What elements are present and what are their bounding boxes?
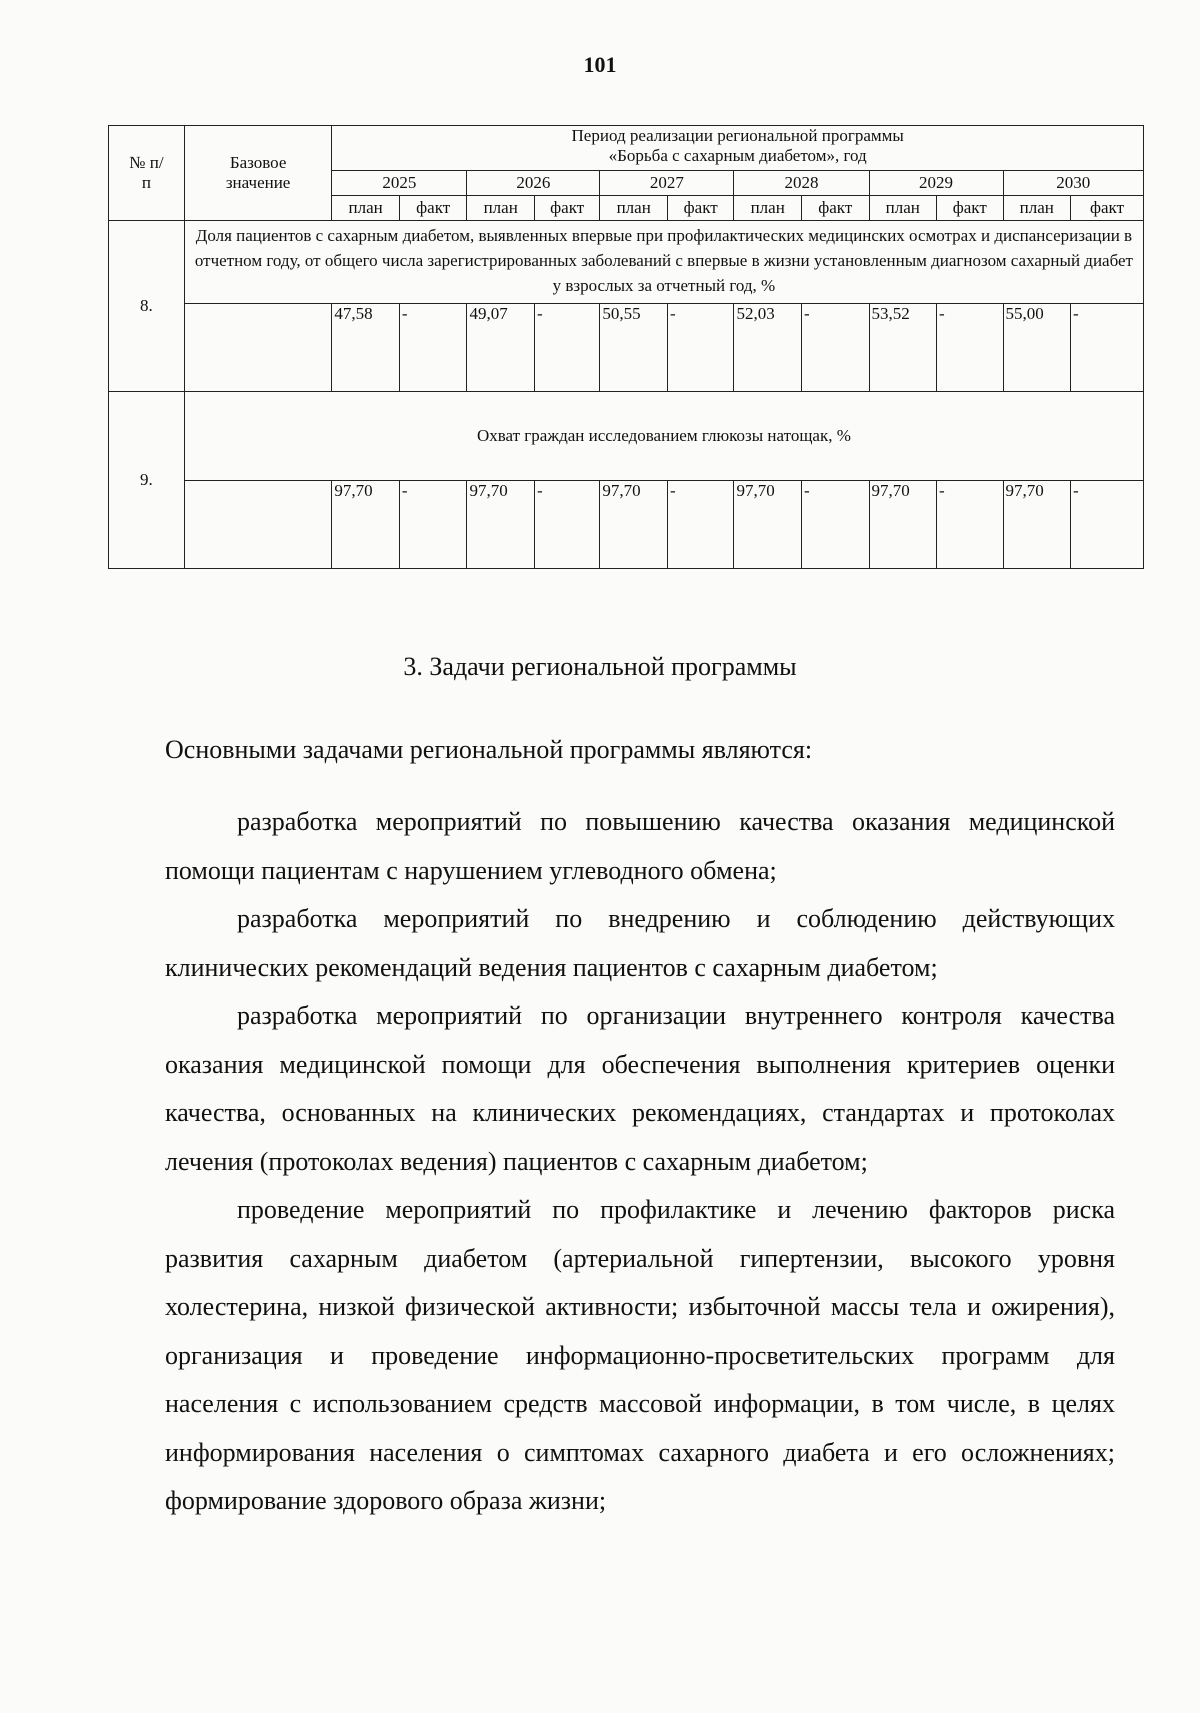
row-description: Доля пациентов с сахарным диабетом, выявленных впервые при профилактических медицинских осмотрах и диспансеризации в отчетном году, от общего числа зарегистрированных заболеваний с впервые в жизни установленным диагнозом сахарный диабет у взрослых за отчетный год, % (184, 221, 1143, 304)
row-number: 8. (109, 221, 185, 392)
header-plan: план (600, 196, 668, 221)
fact-value: - (801, 481, 869, 569)
header-plan: план (332, 196, 400, 221)
header-fact: факт (534, 196, 599, 221)
task-item: разработка мероприятий по повышению качества оказания медицинской помощи пациентам с нарушением углеводного обмена; (165, 807, 1115, 885)
header-num-label: № п/п (129, 153, 164, 192)
header-fact: факт (937, 196, 1003, 221)
plan-value: 97,70 (332, 481, 400, 569)
fact-value: - (399, 304, 467, 392)
plan-value: 97,70 (734, 481, 802, 569)
header-plan: план (467, 196, 535, 221)
task-item: разработка мероприятий по внедрению и соблюдению действующих клинических рекомендаций ведения пациентов с сахарным диабетом; (165, 904, 1115, 982)
fact-value: - (667, 481, 733, 569)
fact-value: - (399, 481, 467, 569)
fact-value: - (1071, 304, 1144, 392)
section-intro: Основными задачами региональной программы являются: (165, 735, 813, 764)
fact-value: - (937, 304, 1003, 392)
plan-value: 55,00 (1003, 304, 1071, 392)
header-year: 2029 (869, 171, 1003, 196)
plan-value: 97,70 (869, 481, 937, 569)
header-base (184, 126, 332, 221)
header-num (109, 126, 185, 221)
header-year: 2028 (734, 171, 869, 196)
plan-value: 97,70 (600, 481, 668, 569)
plan-value: 47,58 (332, 304, 400, 392)
header-year: 2027 (600, 171, 734, 196)
plan-value: 52,03 (734, 304, 802, 392)
fact-value: - (801, 304, 869, 392)
fact-value: - (534, 481, 599, 569)
fact-value: - (534, 304, 599, 392)
header-fact: факт (801, 196, 869, 221)
task-item: разработка мероприятий по организации внутреннего контроля качества оказания медицинской помощи для обеспечения выполнения критериев оценки качества, основанных на клинических рекомендациях, стандартах и протоколах лечения (протоколах ведения) пациентов с сахарным диабетом; (165, 1001, 1115, 1176)
header-plan: план (1003, 196, 1071, 221)
header-fact: факт (667, 196, 733, 221)
plan-value: 53,52 (869, 304, 937, 392)
row-number: 9. (109, 392, 185, 569)
fact-value: - (667, 304, 733, 392)
header-fact: факт (1071, 196, 1144, 221)
plan-value: 50,55 (600, 304, 668, 392)
task-item: проведение мероприятий по профилактике и лечению факторов риска развития сахарным диабетом (артериальной гипертензии, высокого уровня холестерина, низкой физической активности; избыточной массы тела и ожирения), организация и проведение информационно-просветительских программ для населения с использованием средств массовой информации, в том числе, в целях информирования населения о симптомах сахарного диабета и его осложнениях; формирование здорового образа жизни; (165, 1195, 1115, 1515)
header-base-label: Базовое значение (225, 153, 291, 192)
row-base-value (184, 304, 332, 392)
header-year: 2030 (1003, 171, 1143, 196)
row-base-value (184, 481, 332, 569)
page-number: 101 (583, 52, 617, 77)
plan-value: 97,70 (467, 481, 535, 569)
indicators-table (108, 125, 1144, 569)
row-description: Охват граждан исследованием глюкозы натощак, % (184, 392, 1143, 481)
header-plan: план (869, 196, 937, 221)
plan-value: 49,07 (467, 304, 535, 392)
header-period-line2: «Борьба с сахарным диабетом», год (608, 146, 867, 165)
header-period-line1: Период реализации региональной программы (571, 126, 904, 145)
header-plan: план (734, 196, 802, 221)
header-fact: факт (399, 196, 467, 221)
fact-value: - (1071, 481, 1144, 569)
header-period (332, 126, 1144, 171)
section-title: 3. Задачи региональной программы (403, 652, 797, 681)
plan-value: 97,70 (1003, 481, 1071, 569)
header-year: 2026 (467, 171, 600, 196)
header-year: 2025 (332, 171, 467, 196)
task-list (165, 798, 1115, 1526)
fact-value: - (937, 481, 1003, 569)
